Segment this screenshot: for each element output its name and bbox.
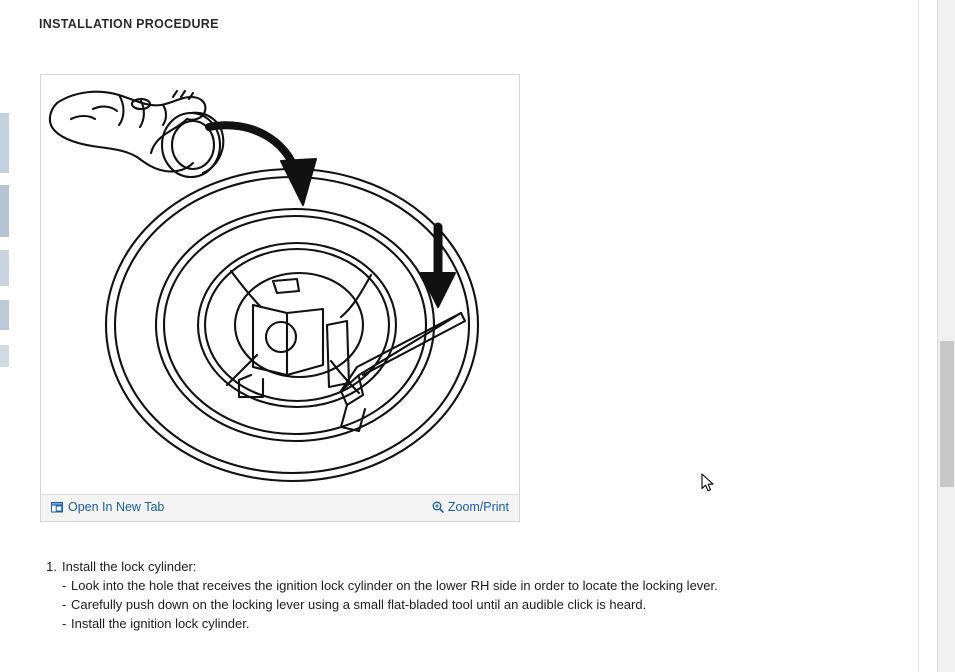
- substep-item: [40, 576, 840, 595]
- open-in-new-tab-label: Open In New Tab: [68, 500, 165, 514]
- substep-text: Look into the hole that receives the ignition lock cylinder on the lower RH side in order to locate the locking lever.: [71, 578, 718, 593]
- magnifier-icon: [432, 501, 444, 516]
- step-number: 1.: [46, 559, 57, 574]
- substep-item: [40, 614, 840, 633]
- content-right-divider: [918, 0, 919, 672]
- substep-bullet: -: [62, 616, 67, 631]
- vertical-scrollbar[interactable]: [937, 0, 955, 672]
- page-title: INSTALLATION PROCEDURE: [39, 17, 219, 31]
- scrollbar-thumb[interactable]: [940, 341, 954, 487]
- left-edge-strip: [0, 345, 9, 367]
- open-in-new-tab-button[interactable]: [51, 500, 164, 516]
- procedure-steps: [40, 557, 840, 633]
- zoom-print-label: Zoom/Print: [447, 500, 509, 514]
- figure-image: [41, 75, 519, 494]
- left-edge-strip: [0, 185, 9, 237]
- left-edge-strip: [0, 300, 9, 330]
- left-edge-strip-column: [0, 0, 9, 672]
- substep-bullet: -: [62, 578, 67, 593]
- zoom-print-button[interactable]: [432, 500, 509, 516]
- substep-text: Carefully push down on the locking lever using a small flat-bladed tool until an audible click is heard.: [71, 597, 647, 612]
- substep-bullet: -: [62, 597, 67, 612]
- left-edge-strip: [0, 113, 9, 173]
- figure-panel: [40, 74, 520, 522]
- substep-item: [40, 595, 840, 614]
- new-window-icon: [51, 501, 64, 516]
- figure-toolbar: [41, 494, 519, 521]
- document-content-area: [9, 0, 937, 672]
- left-edge-strip: [0, 250, 9, 286]
- step-text: Install the lock cylinder:: [62, 559, 197, 574]
- step-item: [40, 557, 840, 576]
- substep-text: Install the ignition lock cylinder.: [71, 616, 250, 631]
